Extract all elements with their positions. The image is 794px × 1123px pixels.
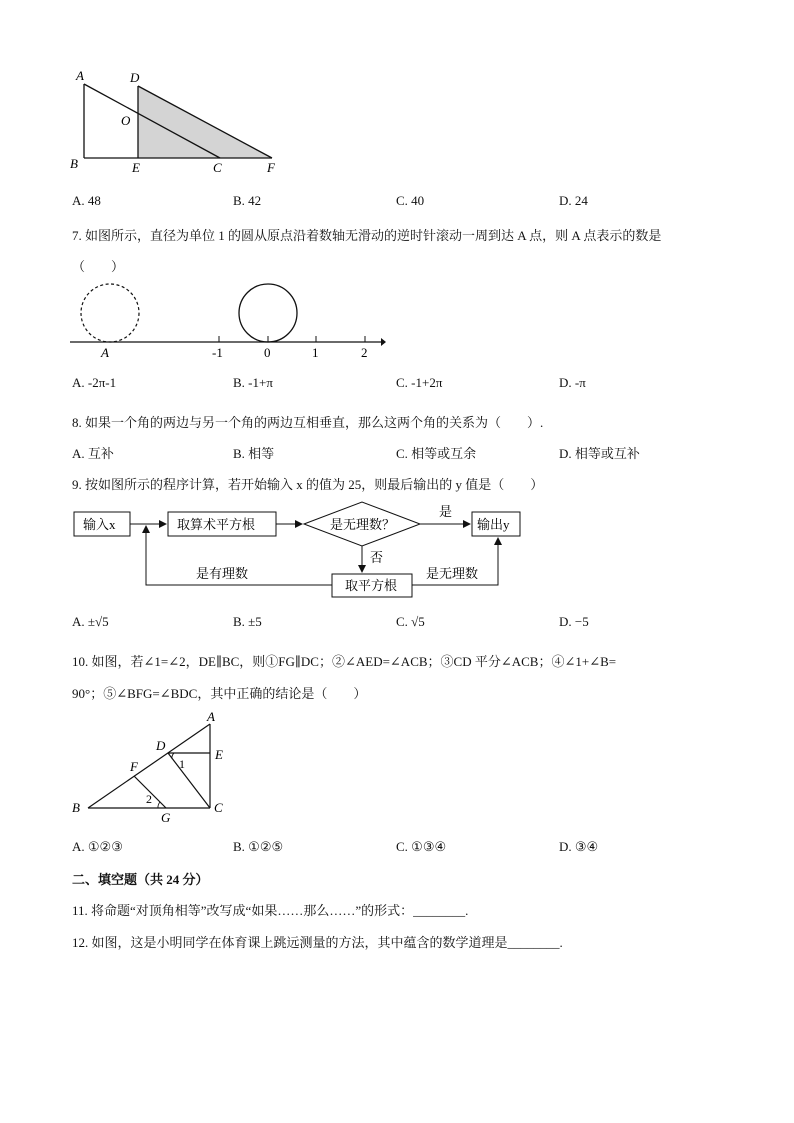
q8-option-d[interactable]: D. 相等或互补 (559, 446, 640, 461)
label-A: A (101, 345, 109, 360)
q10-figure (68, 708, 238, 828)
label-D: D (156, 738, 166, 753)
label-2: 2 (146, 792, 152, 806)
label-1: 1 (179, 757, 185, 771)
q7-text: 7. 如图所示，直径为单位 1 的圆从原点沿着数轴无滑动的逆时针滚动一周到达 A 点，则 A 点表示的数是 (72, 228, 662, 243)
q7-figure (70, 278, 386, 362)
q10-option-c[interactable]: C. ①③④ (396, 839, 447, 854)
sqrt-label: 取平方根 (345, 578, 398, 593)
label-E: E (132, 160, 140, 175)
label-C: C (214, 800, 223, 815)
q6-option-c[interactable]: C. 40 (396, 193, 425, 208)
q9-flowchart (70, 500, 530, 605)
no-label: 否 (370, 550, 384, 565)
q9-option-a[interactable]: A. ±√5 (72, 614, 109, 629)
yes-label: 是 (439, 504, 453, 519)
q6-option-b[interactable]: B. 42 (233, 193, 262, 208)
label-G: G (161, 810, 171, 825)
tick-label-neg1: -1 (212, 345, 223, 360)
tick-label-1: 1 (312, 345, 319, 360)
q6-option-d[interactable]: D. 24 (559, 193, 588, 208)
q9-option-d[interactable]: D. −5 (559, 614, 589, 629)
q6-option-a[interactable]: A. 48 (72, 193, 101, 208)
label-B: B (70, 156, 78, 171)
q9-text: 9. 按如图所示的程序计算，若开始输入 x 的值为 25，则最后输出的 y 值是（ ） (72, 477, 544, 492)
label-B: B (72, 800, 80, 815)
input-label: 输入x (83, 517, 116, 532)
q9-option-c[interactable]: C. √5 (396, 614, 425, 629)
tick-label-0: 0 (264, 345, 271, 360)
tick-label-2: 2 (361, 345, 368, 360)
rational-label: 是有理数 (196, 566, 249, 581)
q7-option-a[interactable]: A. -2π-1 (72, 375, 117, 390)
q10-option-b[interactable]: B. ①②⑤ (233, 839, 284, 854)
decision-label: 是无理数？ (330, 517, 396, 532)
q10-option-a[interactable]: A. ①②③ (72, 839, 123, 854)
q8-text: 8. 如果一个角的两边与另一个角的两边互相垂直，那么这两个角的关系为（ ）. (72, 415, 544, 430)
output-label: 输出y (477, 517, 510, 532)
q6-figure (60, 68, 300, 180)
section-title: 二、填空题（共 24 分） (72, 872, 209, 887)
q10-text-line2: 90°；⑤∠BFG=∠BDC，其中正确的结论是（ ） (72, 686, 367, 701)
q7-option-b[interactable]: B. -1+π (233, 375, 273, 390)
label-F: F (130, 759, 138, 774)
q8-option-b[interactable]: B. 相等 (233, 446, 275, 461)
label-E: E (215, 747, 223, 762)
solid-circle (239, 284, 297, 342)
arith-sqrt-label: 取算术平方根 (177, 517, 256, 532)
label-F: F (267, 160, 275, 175)
label-C: C (213, 160, 222, 175)
label-A: A (207, 709, 215, 724)
label-A: A (76, 68, 84, 83)
q9-option-b[interactable]: B. ±5 (233, 614, 262, 629)
label-D: D (130, 70, 140, 85)
irrational-label: 是无理数 (426, 566, 479, 581)
q12-text: 12. 如图，这是小明同学在体育课上跳远测量的方法，其中蕴含的数学道理是________. (72, 935, 563, 950)
q10-text-line1: 10. 如图，若∠1=∠2，DE∥BC，则①FG∥DC；②∠AED=∠ACB；③CD 平分∠ACB；④∠1+∠B= (72, 654, 617, 669)
q7-option-d[interactable]: D. -π (559, 375, 586, 390)
q7-option-c[interactable]: C. -1+2π (396, 375, 443, 390)
label-O: O (121, 113, 131, 128)
dashed-circle (81, 284, 139, 342)
q7-paren: （ ） (72, 259, 125, 274)
q10-option-d[interactable]: D. ③④ (559, 839, 599, 854)
q8-option-a[interactable]: A. 互补 (72, 446, 114, 461)
q11-text: 11. 将命题“对顶角相等”改写成“如果……那么……”的形式：________. (72, 903, 469, 918)
q8-option-c[interactable]: C. 相等或互余 (396, 446, 477, 461)
